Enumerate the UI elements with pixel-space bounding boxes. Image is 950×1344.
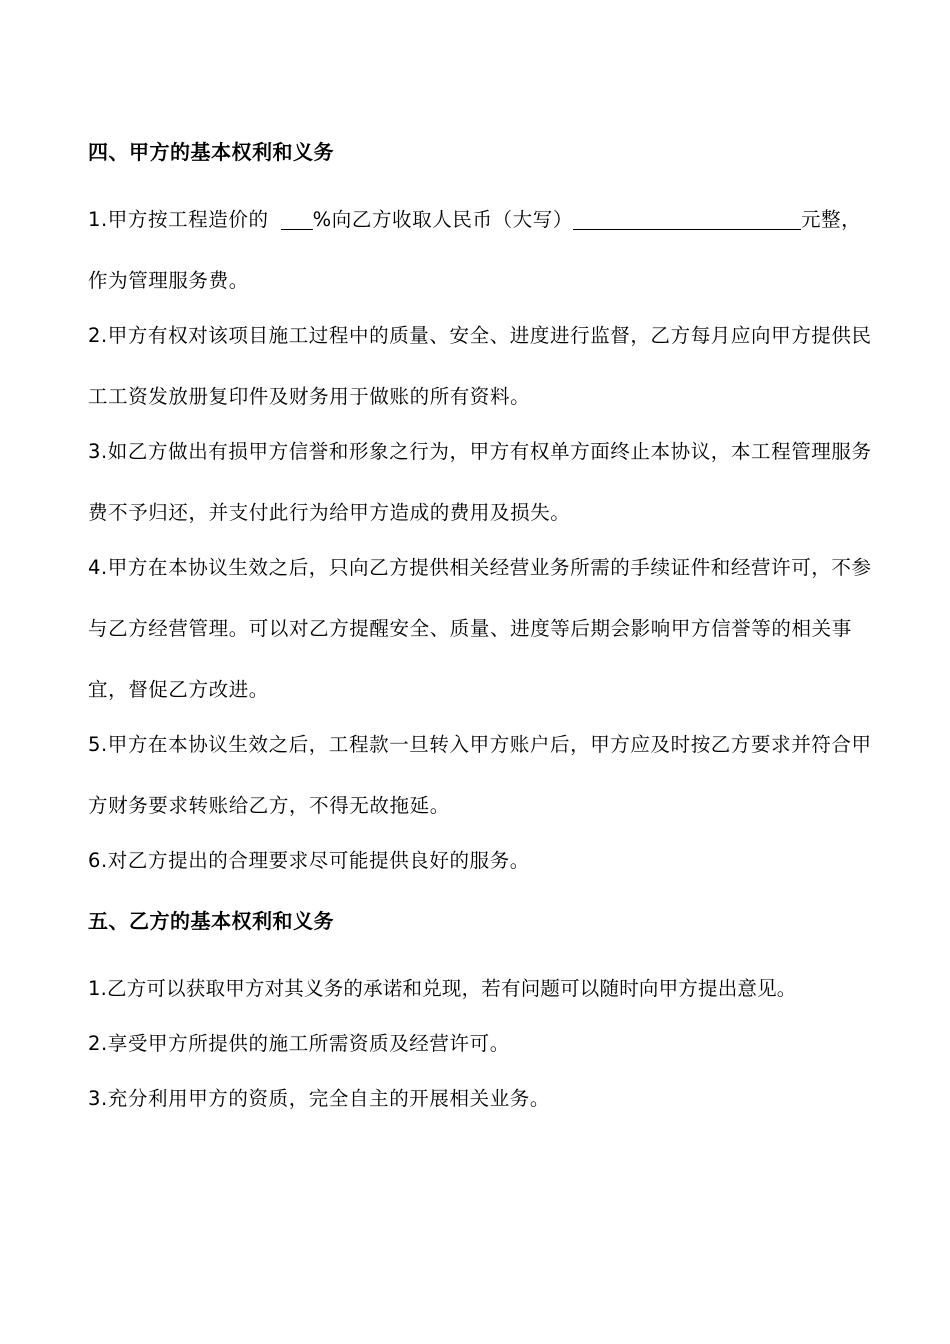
- section-4-item-5: 5.甲方在本协议生效之后，工程款一旦转入甲方账户后，甲方应及时按乙方要求并符合甲方财务要求转账给乙方，不得无故拖延。: [88, 733, 872, 817]
- section-4-item-1: [88, 189, 880, 311]
- section-5-heading: 五、乙方的基本权利和义务: [88, 909, 334, 933]
- amount-blank: [573, 207, 801, 230]
- item-1-text-a: 1.甲方按工程造价的: [88, 208, 269, 231]
- section-4-item-2: 2.甲方有权对该项目施工过程中的质量、安全、进度进行监督，乙方每月应向甲方提供民工工资发放册复印件及财务用于做账的所有资料。: [88, 324, 872, 408]
- item-1-text-c: 元整，作为管理服务费。: [88, 208, 862, 292]
- section-4-heading: 四、甲方的基本权利和义务: [88, 140, 334, 164]
- section-4-item-6: 6.对乙方提出的合理要求尽可能提供良好的服务。: [88, 849, 530, 872]
- section-5-item-2: 2.享受甲方所提供的施工所需资质及经营许可。: [88, 1032, 510, 1055]
- section-5-item-1: 1.乙方可以获取甲方对其义务的承诺和兑现，若有问题可以随时向甲方提出意见。: [88, 977, 797, 1000]
- item-1-text-b: %向乙方收取人民币（大写）: [312, 208, 573, 231]
- section-4-item-4: 4.甲方在本协议生效之后，只向乙方提供相关经营业务所需的手续证件和经营许可，不参与乙方经营管理。可以对乙方提醒安全、质量、进度等后期会影响甲方信誉等的相关事宜，督促乙方改进。: [88, 556, 872, 701]
- section-5-item-3: 3.充分利用甲方的资质，完全自主的开展相关业务。: [88, 1087, 551, 1110]
- percent-blank: [281, 207, 313, 230]
- section-4-item-3: 3.如乙方做出有损甲方信誉和形象之行为，甲方有权单方面终止本协议，本工程管理服务费不予归还，并支付此行为给甲方造成的费用及损失。: [88, 440, 872, 524]
